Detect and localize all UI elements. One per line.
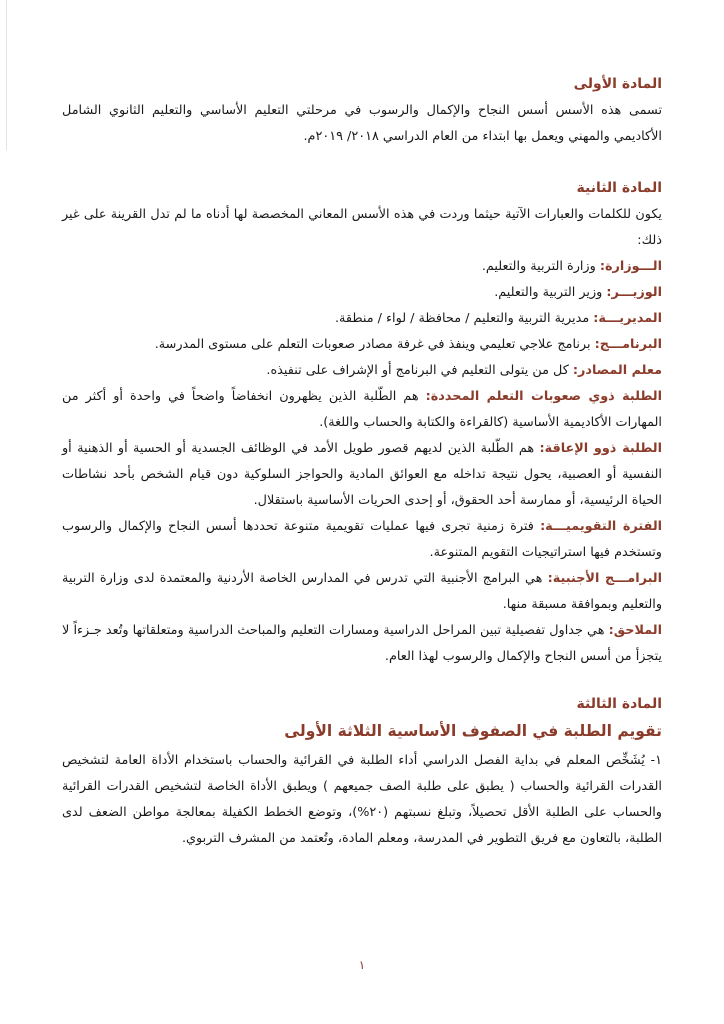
- definitions-list: [62, 254, 662, 670]
- article-2-intro: يكون للكلمات والعبارات الآتية حيثما وردت في هذه الأسس المعاني المخصصة لها أدناه ما لم تدل القرينة على غير ذلك:: [62, 207, 662, 248]
- definition-program: [62, 332, 662, 358]
- definition-text: هي البرامج الأجنبية التي تدرس في المدارس الخاصة الأردنية والمعتمدة لدى وزارة التربية والتعليم وبموافقة مسبقة منها.: [62, 571, 662, 612]
- page-number: ١: [358, 958, 366, 972]
- definition-learning-difficulties: [62, 384, 662, 436]
- numbered-item: [62, 748, 662, 852]
- definition-directorate: [62, 306, 662, 332]
- definition-text: مديرية التربية والتعليم / محافظة / لواء / منطقة.: [334, 311, 594, 326]
- definition-text: هم الطّلبة الذين يظهرون انخفاضاً واضحاً في واحدة أو أكثر من المهارات الأكاديمية الأساسية (كالقراءة والكتابة والحساب واللغة).: [62, 389, 662, 430]
- definition-term: الملاحق:: [608, 623, 662, 638]
- definition-text: هي جداول تفصيلية تبين المراحل الدراسية ومسارات التعليم والمباحث الدراسية ومتعلقاتها وتُعد جـزءاً لا يتجزأ من أسس النجاح والإكمال والرسوب لهذا العام.: [62, 623, 662, 664]
- definition-term: البرامـــج الأجنبية:: [547, 571, 662, 586]
- article-1-heading: المادة الأولى: [573, 76, 662, 92]
- definition-term: الطلبة ذوو الإعاقة:: [539, 441, 662, 456]
- definition-text: هم الطّلبة الذين لديهم قصور طويل الأمد في الوظائف الجسدية أو الحسية أو الذهنية أو النفسية أو العصبية، يحول نتيجة تداخله مع العوائق المادية والحواجز السلوكية دون قيام الشخص بأحد نشاطات الحياة الرئيسية، أو ممارسة أحد الحقوق، أو إحدى الحريات الأساسية باستقلال.: [62, 441, 662, 508]
- item-number: ١-: [644, 753, 662, 768]
- definition-text: كل من يتولى التعليم في البرنامج أو الإشراف على تنفيذه.: [266, 363, 573, 378]
- definition-term: معلم المصادر:: [572, 363, 662, 378]
- definition-evaluation-period: [62, 514, 662, 566]
- article-3-heading: المادة الثالثة: [576, 696, 662, 712]
- definition-minister: [62, 280, 662, 306]
- definition-resource-teacher: [62, 358, 662, 384]
- article-2-heading: المادة الثانية: [576, 180, 662, 196]
- definition-text: برنامج علاجي تعليمي وينفذ في غرفة مصادر صعوبات التعلم على مستوى المدرسة.: [154, 337, 595, 352]
- definition-foreign-programs: [62, 566, 662, 618]
- page-edge-rule: [6, 0, 7, 150]
- definition-text: وزير التربية والتعليم.: [494, 285, 607, 300]
- article-3-subheading: تقويم الطلبة في الصفوف الأساسية الثلاثة الأولى: [284, 722, 662, 740]
- definition-term: المديريـــة:: [593, 311, 662, 326]
- definition-term: الفترة التقويميـــة:: [540, 519, 663, 534]
- definition-ministry: [62, 254, 662, 280]
- definition-text: وزارة التربية والتعليم.: [481, 259, 600, 274]
- definition-term: الـــوزارة:: [599, 259, 662, 274]
- document-page: [62, 72, 662, 852]
- definition-term: البرنامـــج:: [594, 337, 662, 352]
- item-text: يُشَخِّص المعلم في بداية الفصل الدراسي أداء الطلبة في القرائية والحساب باستخدام الأداة العامة لتشخيص القدرات القرائية والحساب ( يطبق على طلبة الصف جميعهم ) ويطبق الأداة الخاصة لتشخيص القدرات القرائية والحساب على الطلبة الأقل تحصيلاً، وتبلغ نسبتهم (٢٠%)، وتوضع الخطط الكفيلة بمعالجة مواطن الضعف لدى الطلبة، بالتعاون مع فريق التطوير في المدرسة، ومعلم المادة، وتُعتمد من المشرف التربوي.: [62, 753, 662, 846]
- article-1-text: تسمى هذه الأسس أسس النجاح والإكمال والرسوب في مرحلتي التعليم الأساسي والتعليم الثانوي الشامل الأكاديمي والمهني ويعمل بها ابتداء من العام الدراسي ٢٠١٨/ ٢٠١٩م.: [62, 103, 662, 144]
- definition-text: فترة زمنية تجرى فيها عمليات تقويمية متنوعة تحددها أسس النجاح والإكمال والرسوب وتستخدم فيها استراتيجيات التقويم المتنوعة.: [62, 519, 662, 560]
- definition-disabilities: [62, 436, 662, 514]
- definition-appendices: [62, 618, 662, 670]
- definition-term: الوزيـــر:: [606, 285, 662, 300]
- definition-term: الطلبة ذوي صعوبات التعلم المحددة:: [425, 389, 662, 404]
